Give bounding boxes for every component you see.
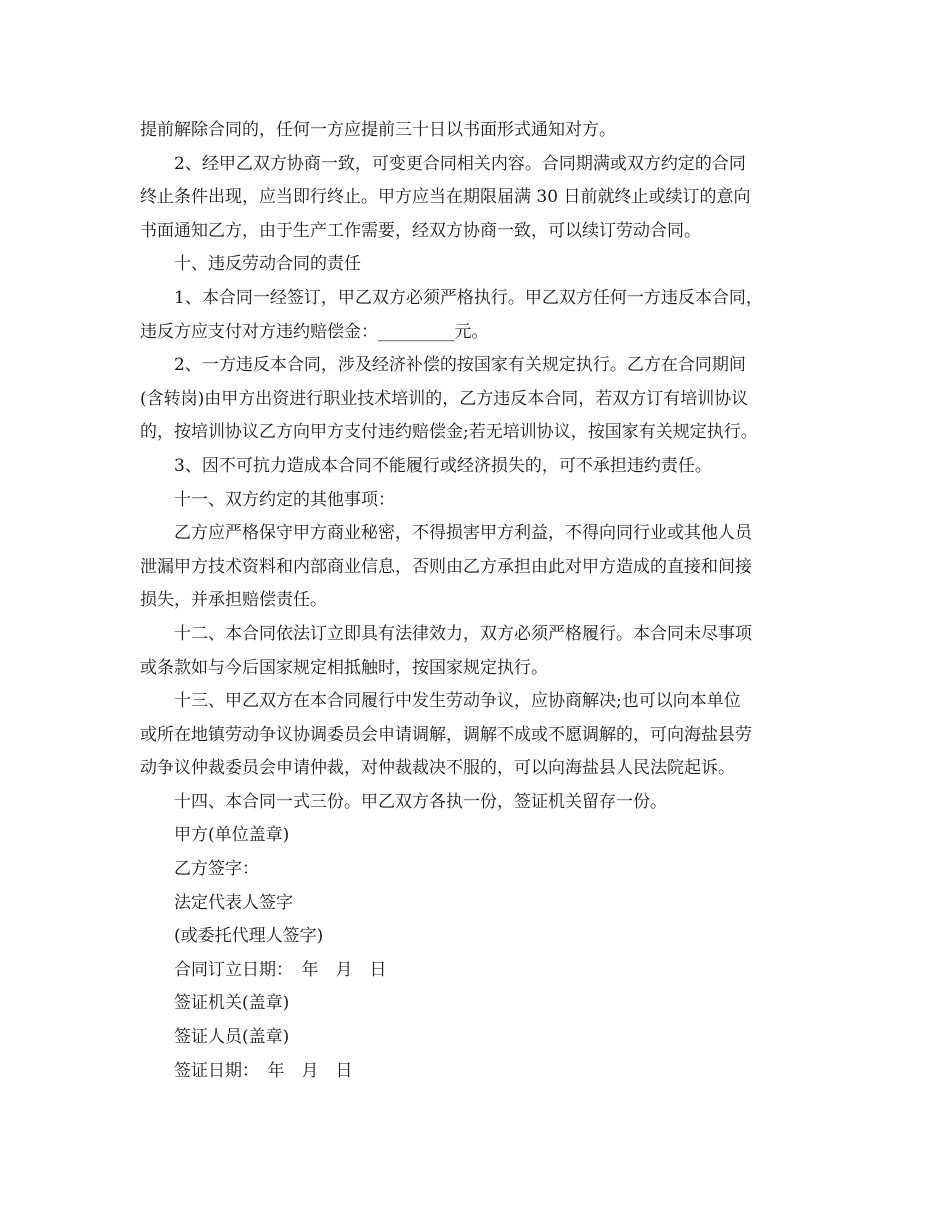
- legal-rep-signature-label: 法定代表人签字: [174, 892, 293, 913]
- section-heading: 十、违反劳动合同的责任: [174, 254, 361, 275]
- text-line: 或所在地镇劳动争议协调委员会申请调解，调解不成或不愿调解的，可向海盐县劳: [140, 724, 752, 745]
- agent-signature-label: (或委托代理人签字): [174, 926, 324, 947]
- text-line: 十二、本合同依法订立即具有法律效力，双方必须严格履行。本合同未尽事项: [174, 623, 752, 644]
- section-heading: 十一、双方约定的其他事项：: [174, 489, 395, 510]
- text-line: 乙方应严格保守甲方商业秘密，不得损害甲方利益，不得向同行业或其他人员: [174, 523, 752, 544]
- text-line: (含转岗)由甲方出资进行职业技术培训的，乙方违反本合同，若双方订有培训协议: [140, 388, 749, 409]
- text-line: 3、因不可抗力造成本合同不能履行或经济损失的，可不承担违约责任。: [174, 455, 712, 476]
- certifying-officer-label: 签证人员(盖章): [174, 1027, 290, 1048]
- text-line: 2、一方违反本合同，涉及经济补偿的按国家有关规定执行。乙方在合同期间: [174, 355, 746, 376]
- document-body: [140, 114, 812, 1088]
- text-line: 1、本合同一经签订，甲乙双方必须严格执行。甲乙双方任何一方违反本合同，: [174, 287, 763, 308]
- text-line: 或条款如与今后国家规定相抵触时，按国家规定执行。: [140, 657, 548, 678]
- text-line: 十四、本合同一式三份。甲乙双方各执一份，签证机关留存一份。: [174, 791, 667, 812]
- text-line: 提前解除合同的，任何一方应提前三十日以书面形式通知对方。: [140, 120, 616, 140]
- text-line: 十三、甲乙双方在本合同履行中发生劳动争议，应协商解决;也可以向本单位: [174, 691, 741, 712]
- party-a-seal-label: 甲方(单位盖章): [174, 825, 290, 846]
- contract-date-label: 合同订立日期： 年 月 日: [174, 959, 387, 980]
- text-line: 违反方应支付对方违约赔偿金：_________元。: [140, 321, 489, 342]
- text-line: 终止条件出现，应当即行终止。甲方应当在期限届满 30 日前就终止或续订的意向: [140, 187, 751, 208]
- text-line: 书面通知乙方，由于生产工作需要，经双方协商一致，可以续订劳动合同。: [140, 220, 701, 241]
- text-line: 动争议仲裁委员会申请仲裁，对仲裁裁决不服的，可以向海盐县人民法院起诉。: [140, 758, 735, 779]
- certification-date-label: 签证日期： 年 月 日: [174, 1060, 353, 1081]
- certifying-authority-label: 签证机关(盖章): [174, 993, 290, 1014]
- text-line: 的，按培训协议乙方向甲方支付违约赔偿金;若无培训协议，按国家有关规定执行。: [140, 422, 758, 443]
- text-line: 2、经甲乙双方协商一致，可变更合同相关内容。合同期满或双方约定的合同: [174, 153, 746, 174]
- text-line: 损失，并承担赔偿责任。: [140, 590, 327, 611]
- party-b-signature-label: 乙方签字：: [174, 859, 259, 880]
- text-line: 泄漏甲方技术资料和内部商业信息，否则由乙方承担由此对甲方造成的直接和间接: [140, 556, 752, 577]
